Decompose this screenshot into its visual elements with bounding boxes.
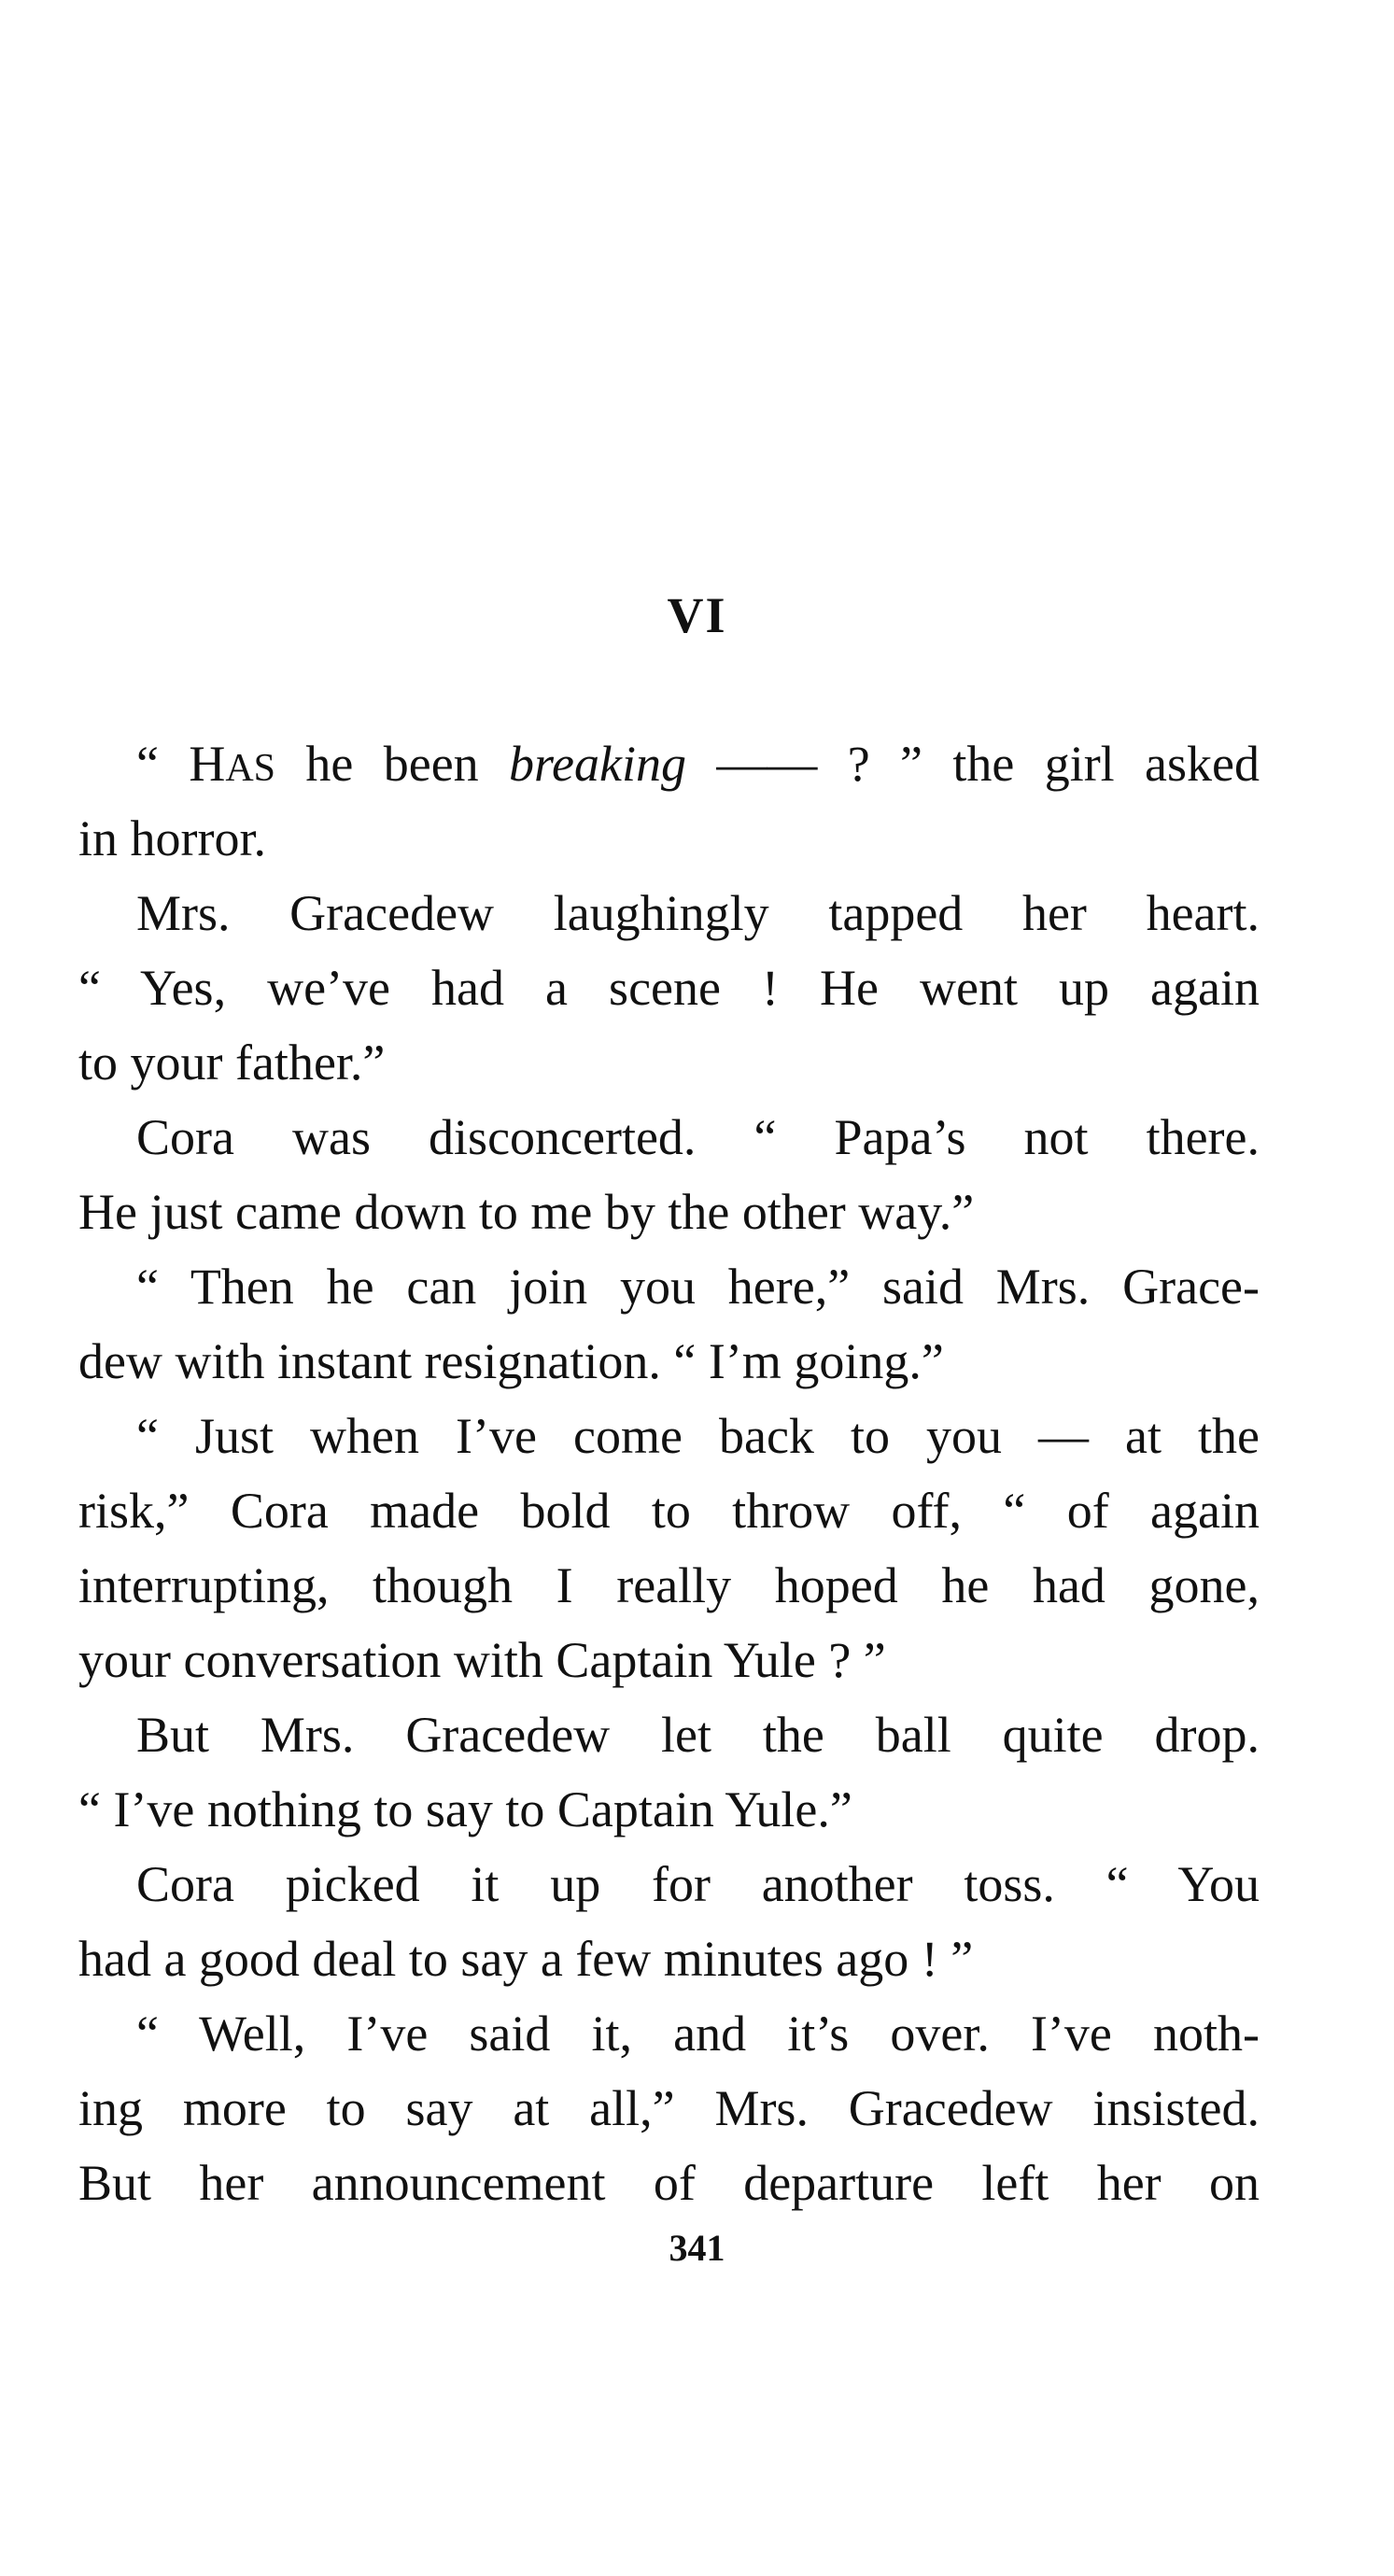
text-line-3: Mrs. Gracedew laughingly tapped her heart. xyxy=(136,885,1260,941)
text-line-4: “ Yes, we’ve had a scene ! He went up again xyxy=(78,960,1260,1016)
italic-word: breaking xyxy=(509,736,686,792)
chapter-heading: VI xyxy=(667,587,727,643)
text-line-2: in horror. xyxy=(78,810,266,866)
text-line-20: But her announcement of departure left her on xyxy=(78,2155,1260,2211)
text-line-12: interrupting, though I really hoped he had gone, xyxy=(78,1557,1260,1613)
page-number: 341 xyxy=(669,2227,725,2269)
text-line-18: “ Well, I’ve said it, and it’s over. I’ve noth- xyxy=(136,2006,1260,2062)
text-line-1: “ HAS he been breaking —— ? ” the girl asked xyxy=(136,736,1260,792)
text-line-10: “ Just when I’ve come back to you — at the xyxy=(136,1408,1260,1464)
text-line-14: But Mrs. Gracedew let the ball quite drop. xyxy=(136,1707,1260,1763)
text-line-8: “ Then he can join you here,” said Mrs. Grace- xyxy=(136,1259,1260,1315)
body-text xyxy=(78,726,1260,2220)
text-line-7: He just came down to me by the other way.” xyxy=(78,1184,975,1240)
text-line-19: ing more to say at all,” Mrs. Gracedew insisted. xyxy=(78,2080,1260,2136)
text-line-16: Cora picked it up for another toss. “ You xyxy=(136,1856,1260,1912)
text-line-5: to your father.” xyxy=(78,1035,386,1091)
text-line-15: “ I’ve nothing to say to Captain Yule.” xyxy=(78,1781,852,1837)
text-line-17: had a good deal to say a few minutes ago ! ” xyxy=(78,1931,974,1987)
text-line-9: dew with instant resignation. “ I’m going.” xyxy=(78,1333,944,1389)
text-line-11: risk,” Cora made bold to throw off, “ of again xyxy=(78,1483,1260,1539)
text-line-6: Cora was disconcerted. “ Papa’s not there. xyxy=(136,1109,1260,1165)
text-line-13: your conversation with Captain Yule ? ” xyxy=(78,1632,886,1688)
